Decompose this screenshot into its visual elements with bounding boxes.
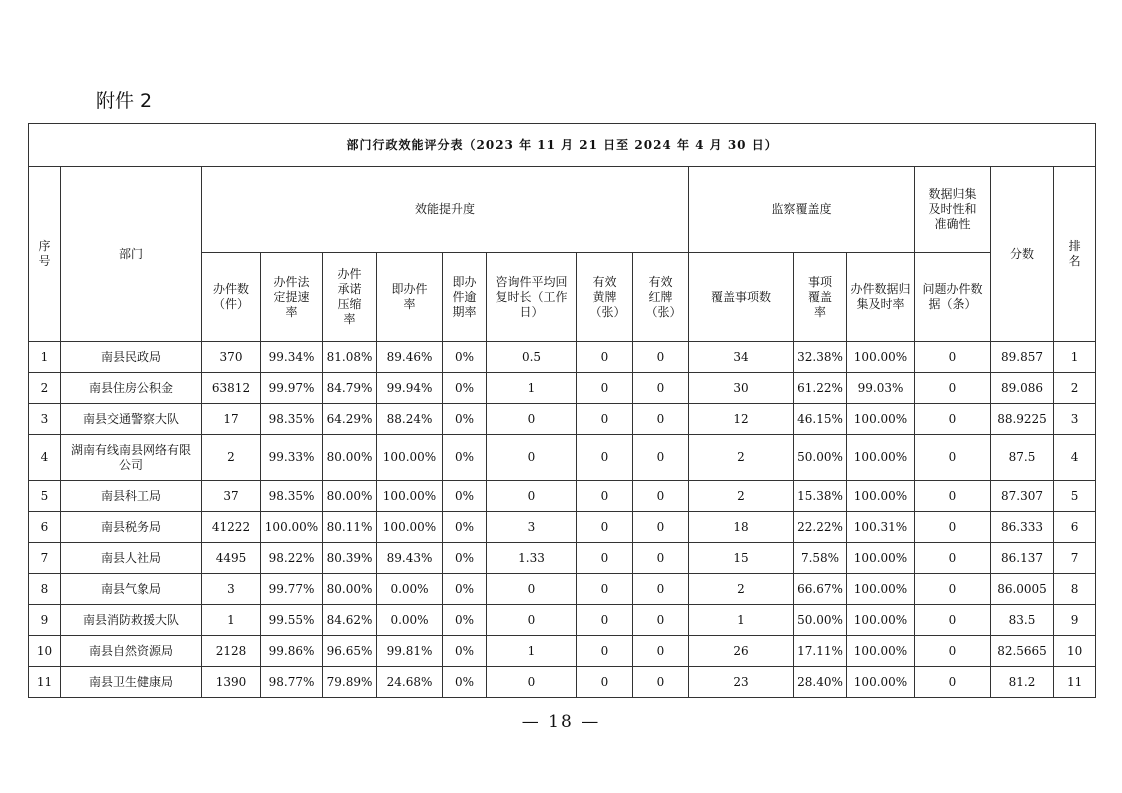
row-cell: 88.24% (377, 404, 443, 435)
table-row (29, 373, 1096, 404)
header-group-supervision: 监察覆盖度 (689, 167, 915, 253)
row-score: 86.0005 (991, 574, 1054, 605)
row-cell: 0 (487, 667, 577, 698)
row-cell: 0% (443, 404, 487, 435)
row-rank: 6 (1054, 512, 1096, 543)
row-cell: 0% (443, 373, 487, 404)
row-cell: 18 (689, 512, 794, 543)
row-dept: 南县交通警察大队 (61, 404, 202, 435)
score-table (28, 123, 1096, 698)
row-cell: 0 (577, 512, 633, 543)
row-cell: 30 (689, 373, 794, 404)
row-cell: 17.11% (794, 636, 847, 667)
row-seq: 8 (29, 574, 61, 605)
row-cell: 96.65% (323, 636, 377, 667)
row-cell: 100.00% (847, 543, 915, 574)
row-cell: 0 (915, 481, 991, 512)
row-seq: 3 (29, 404, 61, 435)
header-sub: 办件承诺压缩率 (323, 253, 377, 342)
row-cell: 98.35% (261, 404, 323, 435)
row-cell: 100.00% (377, 512, 443, 543)
row-cell: 0 (915, 373, 991, 404)
row-cell: 100.00% (847, 667, 915, 698)
row-cell: 22.22% (794, 512, 847, 543)
row-cell: 0 (915, 543, 991, 574)
row-rank: 2 (1054, 373, 1096, 404)
row-dept: 南县人社局 (61, 543, 202, 574)
row-score: 86.137 (991, 543, 1054, 574)
row-cell: 0 (633, 667, 689, 698)
row-dept (61, 435, 202, 481)
row-cell: 81.08% (323, 342, 377, 373)
row-cell: 100.00% (847, 404, 915, 435)
row-cell: 99.55% (261, 605, 323, 636)
row-cell: 0 (915, 404, 991, 435)
row-seq: 5 (29, 481, 61, 512)
row-rank: 7 (1054, 543, 1096, 574)
row-cell: 0 (633, 404, 689, 435)
row-score: 82.5665 (991, 636, 1054, 667)
row-rank: 8 (1054, 574, 1096, 605)
row-cell: 1 (202, 605, 261, 636)
row-cell: 80.39% (323, 543, 377, 574)
row-cell: 89.46% (377, 342, 443, 373)
row-cell: 37 (202, 481, 261, 512)
row-rank: 5 (1054, 481, 1096, 512)
row-cell: 79.89% (323, 667, 377, 698)
row-cell: 1390 (202, 667, 261, 698)
row-score: 87.307 (991, 481, 1054, 512)
row-cell: 80.00% (323, 574, 377, 605)
header-sub: 覆盖事项数 (689, 253, 794, 342)
row-cell: 0 (915, 574, 991, 605)
row-cell: 98.22% (261, 543, 323, 574)
header-sub: 即办件率 (377, 253, 443, 342)
row-seq: 1 (29, 342, 61, 373)
row-rank: 9 (1054, 605, 1096, 636)
row-cell: 3 (487, 512, 577, 543)
row-score: 83.5 (991, 605, 1054, 636)
row-score: 88.9225 (991, 404, 1054, 435)
row-dept: 南县气象局 (61, 574, 202, 605)
header-sub: 办件数（件） (202, 253, 261, 342)
table-row (29, 342, 1096, 373)
header-sub: 办件法定提速率 (261, 253, 323, 342)
row-cell: 370 (202, 342, 261, 373)
row-cell: 0 (577, 605, 633, 636)
row-cell: 0% (443, 342, 487, 373)
row-dept: 南县卫生健康局 (61, 667, 202, 698)
row-rank: 3 (1054, 404, 1096, 435)
page-number: — 18 — (521, 712, 601, 732)
header-dept: 部门 (61, 167, 202, 342)
row-rank: 10 (1054, 636, 1096, 667)
row-cell: 0 (633, 512, 689, 543)
row-cell: 7.58% (794, 543, 847, 574)
row-cell: 0 (915, 605, 991, 636)
row-cell: 12 (689, 404, 794, 435)
table-row (29, 435, 1096, 481)
row-seq: 2 (29, 373, 61, 404)
row-cell: 66.67% (794, 574, 847, 605)
row-cell: 80.11% (323, 512, 377, 543)
header-seq: 序号 (29, 167, 61, 342)
row-cell: 0 (633, 435, 689, 481)
row-cell: 0 (487, 404, 577, 435)
row-cell: 0% (443, 512, 487, 543)
row-seq: 9 (29, 605, 61, 636)
row-cell: 100.31% (847, 512, 915, 543)
row-cell: 1 (487, 373, 577, 404)
row-cell: 0 (633, 636, 689, 667)
header-score: 分数 (991, 167, 1054, 342)
header-group-data: 数据归集及时性和准确性 (915, 167, 991, 253)
row-cell: 0 (577, 342, 633, 373)
row-cell: 1 (487, 636, 577, 667)
row-cell: 100.00% (377, 481, 443, 512)
row-cell: 2 (689, 481, 794, 512)
header-sub: 有效黄牌（张） (577, 253, 633, 342)
row-cell: 100.00% (847, 342, 915, 373)
row-cell: 100.00% (847, 636, 915, 667)
table-row (29, 636, 1096, 667)
row-cell: 2128 (202, 636, 261, 667)
row-cell: 23 (689, 667, 794, 698)
row-cell: 0 (633, 342, 689, 373)
table-title: 部门行政效能评分表（2023 年 11 月 21 日至 2024 年 4 月 30 日） (29, 124, 1096, 167)
table-row (29, 605, 1096, 636)
row-cell: 99.03% (847, 373, 915, 404)
row-seq: 10 (29, 636, 61, 667)
row-seq: 4 (29, 435, 61, 481)
row-dept: 南县科工局 (61, 481, 202, 512)
row-cell: 0% (443, 543, 487, 574)
row-cell: 2 (689, 435, 794, 481)
row-cell: 0 (577, 481, 633, 512)
row-dept: 南县住房公积金 (61, 373, 202, 404)
row-dept: 南县消防救援大队 (61, 605, 202, 636)
table-row (29, 512, 1096, 543)
row-cell: 100.00% (847, 605, 915, 636)
row-cell: 3 (202, 574, 261, 605)
row-cell: 63812 (202, 373, 261, 404)
header-group-efficiency: 效能提升度 (202, 167, 689, 253)
row-seq: 7 (29, 543, 61, 574)
row-score: 86.333 (991, 512, 1054, 543)
row-cell: 0 (633, 373, 689, 404)
row-cell: 50.00% (794, 605, 847, 636)
row-dept: 南县民政局 (61, 342, 202, 373)
row-cell: 0 (577, 435, 633, 481)
row-cell: 0 (915, 667, 991, 698)
table-row (29, 574, 1096, 605)
row-score: 89.857 (991, 342, 1054, 373)
row-cell: 0% (443, 435, 487, 481)
row-cell: 15.38% (794, 481, 847, 512)
row-cell: 100.00% (377, 435, 443, 481)
row-cell: 0% (443, 636, 487, 667)
row-cell: 0 (633, 574, 689, 605)
header-sub: 事项覆盖率 (794, 253, 847, 342)
row-cell: 50.00% (794, 435, 847, 481)
row-cell: 0 (915, 512, 991, 543)
row-cell: 0 (577, 543, 633, 574)
row-cell: 1.33 (487, 543, 577, 574)
row-cell: 61.22% (794, 373, 847, 404)
row-cell: 41222 (202, 512, 261, 543)
row-rank: 11 (1054, 667, 1096, 698)
row-seq: 6 (29, 512, 61, 543)
row-cell: 99.33% (261, 435, 323, 481)
row-cell: 0 (633, 543, 689, 574)
row-dept-text: 湖南有线南县网络有限公司 (71, 442, 192, 472)
row-cell: 84.79% (323, 373, 377, 404)
row-cell: 100.00% (847, 435, 915, 481)
table-row (29, 543, 1096, 574)
row-cell: 0 (577, 667, 633, 698)
row-cell: 98.77% (261, 667, 323, 698)
row-cell: 100.00% (261, 512, 323, 543)
row-score: 81.2 (991, 667, 1054, 698)
row-cell: 0 (915, 435, 991, 481)
row-cell: 2 (202, 435, 261, 481)
row-cell: 28.40% (794, 667, 847, 698)
row-cell: 99.77% (261, 574, 323, 605)
row-cell: 24.68% (377, 667, 443, 698)
row-seq: 11 (29, 667, 61, 698)
row-cell: 64.29% (323, 404, 377, 435)
row-cell: 2 (689, 574, 794, 605)
row-cell: 100.00% (847, 574, 915, 605)
row-cell: 0.5 (487, 342, 577, 373)
row-cell: 0 (577, 636, 633, 667)
row-cell: 0.00% (377, 605, 443, 636)
row-cell: 0% (443, 667, 487, 698)
table-row (29, 404, 1096, 435)
row-cell: 17 (202, 404, 261, 435)
row-cell: 98.35% (261, 481, 323, 512)
row-cell: 0 (633, 605, 689, 636)
header-rank: 排名 (1054, 167, 1096, 342)
row-cell: 99.34% (261, 342, 323, 373)
header-sub: 咨询件平均回复时长（工作日） (487, 253, 577, 342)
row-score: 89.086 (991, 373, 1054, 404)
row-cell: 0 (487, 481, 577, 512)
row-cell: 0 (487, 574, 577, 605)
row-dept: 南县税务局 (61, 512, 202, 543)
row-cell: 0% (443, 605, 487, 636)
header-sub: 办件数据归集及时率 (847, 253, 915, 342)
row-cell: 89.43% (377, 543, 443, 574)
row-cell: 80.00% (323, 481, 377, 512)
row-cell: 99.81% (377, 636, 443, 667)
row-cell: 0.00% (377, 574, 443, 605)
row-cell: 34 (689, 342, 794, 373)
row-cell: 4495 (202, 543, 261, 574)
row-cell: 99.86% (261, 636, 323, 667)
row-cell: 1 (689, 605, 794, 636)
row-cell: 84.62% (323, 605, 377, 636)
row-cell: 0% (443, 481, 487, 512)
row-cell: 32.38% (794, 342, 847, 373)
row-cell: 46.15% (794, 404, 847, 435)
row-cell: 0 (577, 574, 633, 605)
row-cell: 100.00% (847, 481, 915, 512)
row-cell: 99.94% (377, 373, 443, 404)
row-cell: 0 (577, 373, 633, 404)
table-body (29, 342, 1096, 698)
row-cell: 0 (633, 481, 689, 512)
row-dept: 南县自然资源局 (61, 636, 202, 667)
row-cell: 26 (689, 636, 794, 667)
row-cell: 15 (689, 543, 794, 574)
table-row (29, 481, 1096, 512)
attachment-label: 附件 2 (96, 90, 153, 112)
row-cell: 0 (487, 435, 577, 481)
header-sub: 问题办件数据（条） (915, 253, 991, 342)
row-cell: 0 (577, 404, 633, 435)
header-sub: 即办件逾期率 (443, 253, 487, 342)
row-rank: 1 (1054, 342, 1096, 373)
row-cell: 0 (487, 605, 577, 636)
header-sub: 有效红牌（张） (633, 253, 689, 342)
row-cell: 0 (915, 636, 991, 667)
row-cell: 99.97% (261, 373, 323, 404)
row-score: 87.5 (991, 435, 1054, 481)
table-row (29, 667, 1096, 698)
row-cell: 0 (915, 342, 991, 373)
row-cell: 80.00% (323, 435, 377, 481)
row-cell: 0% (443, 574, 487, 605)
row-rank: 4 (1054, 435, 1096, 481)
